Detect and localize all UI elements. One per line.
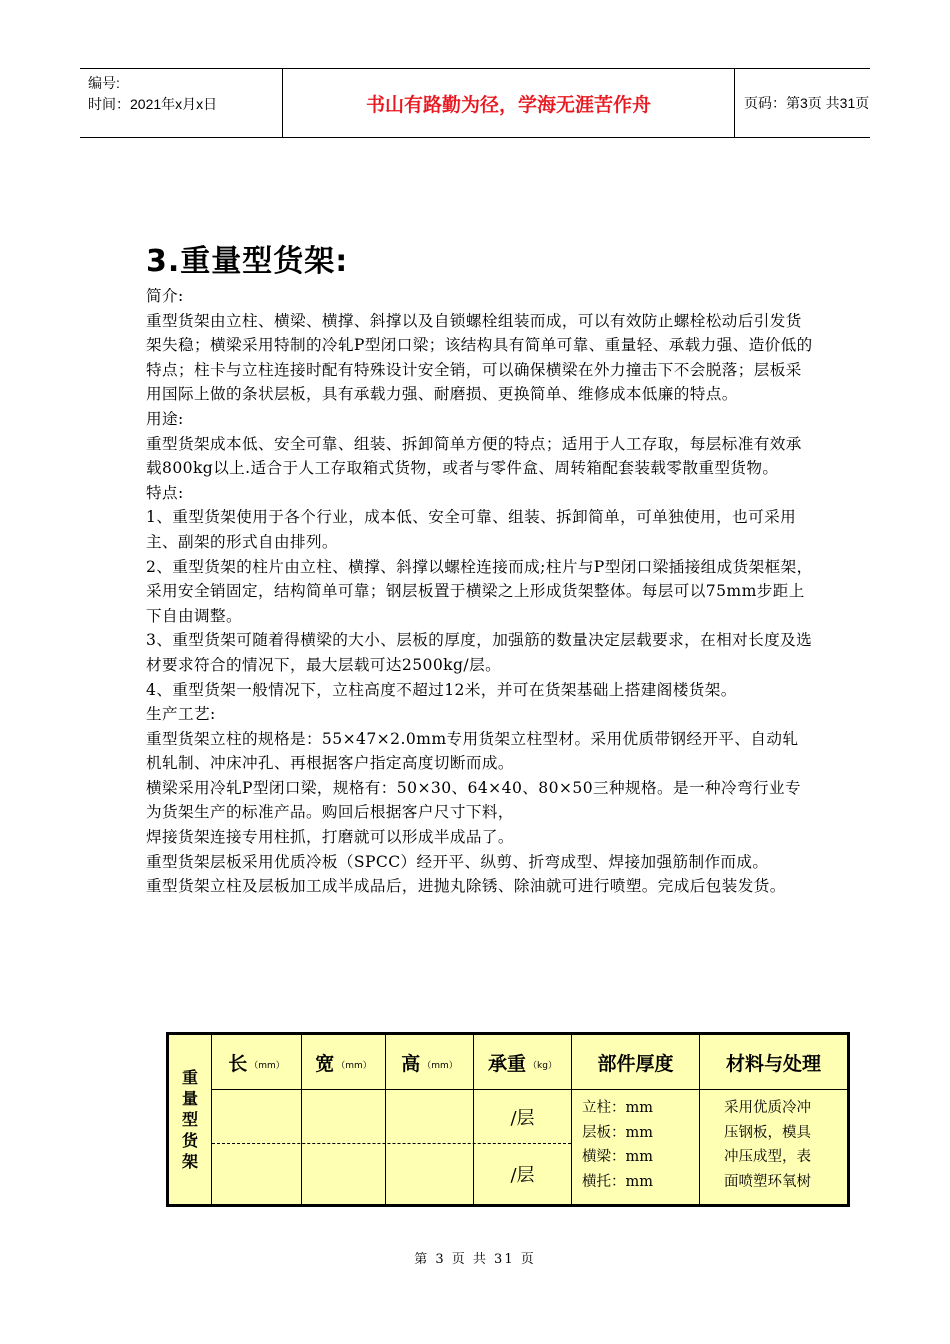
thickness-line: 层板：mm xyxy=(582,1124,653,1141)
header-width xyxy=(302,1035,385,1089)
paragraph: 重型货架立柱的规格是：55×47×2.0mm专用货架立柱型材。采用优质带钢经开平、自动轧机轧制、冲床冲孔、再根据客户指定高度切断而成。 xyxy=(146,729,799,773)
header-page-label: 页码：第3页 共31页 xyxy=(744,95,870,111)
thickness-line: 横梁：mm xyxy=(582,1149,653,1165)
header-material xyxy=(700,1035,847,1089)
row-label-char: 型 xyxy=(181,1110,198,1129)
header-length xyxy=(212,1035,301,1089)
header-motto: 书山有路勤为径，学海无涯苦作舟 xyxy=(283,69,735,137)
load-cell-row2: /层 xyxy=(510,1165,535,1186)
paragraph: 重型货架成本低、安全可靠、组装、拆卸简单方便的特点；适用于人工存取，每层标准有效承载800kg以上.适合于人工存取箱式货物，或者与零件盒、周转箱配套装载零散重型货物。 xyxy=(146,434,802,478)
spec-table xyxy=(166,1032,850,1207)
header-text: 部件厚度 xyxy=(597,1052,674,1075)
load-cell-row1: /层 xyxy=(510,1107,535,1129)
paragraph: 2、重型货架的柱片由立柱、横撑、斜撑以螺栓连接而成;柱片与P型闭口梁插接组成货架框架，采用安全销固定，结构简单可靠；钢层板置于横梁之上形成货架整体。每层可以75mm步距上下自由调整。 xyxy=(146,557,813,625)
page-header xyxy=(80,68,870,138)
material-line: 冲压成型，表 xyxy=(724,1149,811,1165)
row-label-char: 货 xyxy=(181,1131,198,1150)
paragraph: 横梁采用冷轧P型闭口梁，规格有：50×30、64×40、80×50三种规格。是一种冷弯行业专为货架生产的标准产品。购回后根据客户尺寸下料， xyxy=(146,778,801,822)
header-load xyxy=(474,1035,571,1089)
paragraph: 特点: xyxy=(146,483,184,502)
page-footer: 第 3 页 共 31 页 xyxy=(414,1252,536,1267)
material-line: 压钢板，模具 xyxy=(724,1124,811,1141)
header-text: 宽 xyxy=(315,1052,335,1075)
header-text: 长 xyxy=(228,1052,248,1075)
paragraph: 重型货架立柱及层板加工成半成品后，进抛丸除锈、除油就可进行喷塑。完成后包装发货。 xyxy=(146,877,786,896)
material-cell xyxy=(700,1090,847,1204)
paragraph: 重型货架由立柱、横梁、横撑、斜撑以及自锁螺栓组装而成，可以有效防止螺栓松动后引发货架失稳；横梁采用特制的冷轧P型闭口梁；该结构具有简单可靠、重量轻、承载力强、造价低的特点；柱卡与立柱连接时配有特殊设计安全销，可以确保横梁在外力撞击下不会脱落；层板采用国际上做的条状层板，具有承载力强、耐磨损、更换简单、维修成本低廉的特点。 xyxy=(146,311,813,404)
paragraph: 1、重型货架使用于各个行业，成本低、安全可靠、组装、拆卸简单，可单独使用，也可采用主、副架的形式自由排列。 xyxy=(146,508,797,551)
material-line: 面喷塑环氧树 xyxy=(724,1173,811,1190)
row-label-char: 重 xyxy=(181,1068,198,1087)
header-unit: （kg） xyxy=(528,1060,557,1071)
header-unit: （mm） xyxy=(422,1060,458,1071)
header-text: 高 xyxy=(401,1052,421,1075)
paragraph: 生产工艺: xyxy=(146,705,216,724)
thickness-line: 横托：mm xyxy=(582,1173,653,1190)
section-title: 3.重量型货架: xyxy=(146,244,349,279)
row-label-char: 量 xyxy=(181,1089,198,1108)
paragraph: 4、重型货架一般情况下，立柱高度不超过12米，并可在货架基础上搭建阁楼货架。 xyxy=(146,680,737,699)
header-unit: （mm） xyxy=(336,1060,372,1071)
date-label: 时间：2021年x月x日 xyxy=(88,96,218,112)
header-thickness xyxy=(572,1035,699,1089)
paragraph: 3、重型货架可随着得横梁的大小、层板的厚度，加强筋的数量决定层载要求，在相对长度及选材要求符合的情况下，最大层载可达2500kg/层。 xyxy=(146,631,813,674)
body-content xyxy=(146,284,814,899)
header-meta xyxy=(80,69,283,137)
paragraph: 重型货架层板采用优质冷板（SPCC）经开平、纵剪、折弯成型、焊接加强筋制作而成。 xyxy=(146,852,769,871)
header-text: 承重 xyxy=(488,1052,527,1075)
paragraph: 简介: xyxy=(146,287,184,305)
thickness-line: 立柱：mm xyxy=(582,1100,653,1116)
row-label-vertical xyxy=(169,1035,211,1204)
header-unit: （mm） xyxy=(249,1060,285,1071)
header-height xyxy=(386,1035,473,1089)
paragraph: 焊接货架连接专用柱抓，打磨就可以形成半成品了。 xyxy=(146,828,514,847)
thickness-cell xyxy=(572,1090,699,1204)
serial-label: 编号: xyxy=(88,75,120,91)
row-label-char: 架 xyxy=(181,1152,198,1171)
paragraph: 用途: xyxy=(146,409,184,428)
material-line: 采用优质冷冲 xyxy=(724,1100,811,1116)
header-text: 材料与处理 xyxy=(725,1052,821,1075)
